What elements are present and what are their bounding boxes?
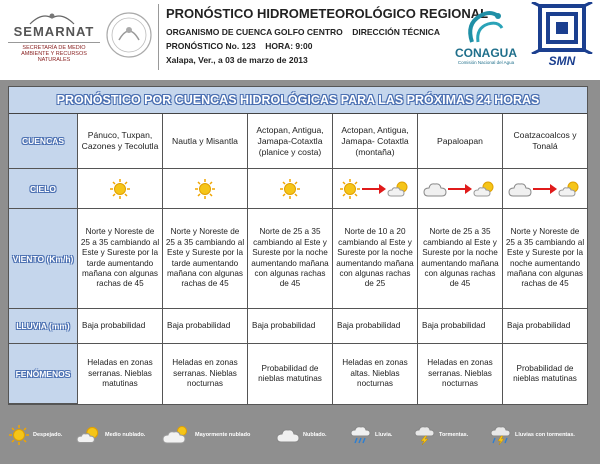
- conagua-emblem-icon: [450, 6, 522, 46]
- cloudy-icon: [423, 180, 447, 198]
- legend-item: [76, 420, 145, 450]
- legend-label: Medio nublado.: [105, 432, 146, 438]
- row-label-viento: VIENTO (Km/h): [9, 209, 78, 309]
- rain-storm-icon: [490, 424, 512, 446]
- forecast-hour: HORA: 9:00: [265, 41, 313, 51]
- row-label-fenomenos: FENÓMENOS: [9, 344, 78, 404]
- phenomena-cell: Heladas en zonas serranas. Nieblas nocturnas: [418, 344, 503, 404]
- forecast-date: Xalapa, Ver., a 03 de marzo de 2013: [166, 55, 308, 65]
- conagua-name: CONAGUA: [455, 46, 517, 60]
- partly-cloudy-icon: [473, 179, 497, 199]
- legend-label: Lluvias con tormentas.: [515, 432, 575, 438]
- legend-item: [8, 420, 62, 450]
- legend-item: [490, 420, 575, 450]
- legend: [0, 420, 600, 450]
- arrow-icon: [447, 183, 473, 195]
- wind-cell: Norte de 25 a 35 cambiando al Este y Sureste por la noche aumentando mañana con algunas rachas de 45: [248, 209, 333, 309]
- sun-icon: [194, 178, 216, 200]
- wind-cell: Norte de 25 a 35 cambiando al Este y Sureste por la noche aumentando mañana con algunas rachas de 45: [418, 209, 503, 309]
- organism-line: [166, 27, 440, 37]
- phenomena-cell: Heladas en zonas altas. Nieblas nocturnas: [333, 344, 418, 404]
- legend-label: Lluvia.: [375, 432, 393, 438]
- page-title: PRONÓSTICO HIDROMETEOROLÓGICO REGIONAL: [166, 6, 489, 21]
- forecast-line: [166, 41, 312, 51]
- sun-icon: [109, 178, 131, 200]
- organism-name: ORGANISMO DE CUENCA GOLFO CENTRO: [166, 27, 343, 37]
- phenomena-cell: Heladas en zonas serranas. Nieblas matutinas: [78, 344, 163, 404]
- table-title: PRONÓSTICO POR CUENCAS HIDROLÓGICAS PARA LAS PRÓXIMAS 24 HORAS: [9, 87, 587, 114]
- legend-item: [162, 420, 250, 450]
- cloudy-icon: [508, 180, 532, 198]
- wind-cell: Norte y Noreste de 25 a 35 cambiando al Este y Sureste por la noche aumentando mañana con algunas rachas de 45: [503, 209, 587, 309]
- row-label-cuencas: CUENCAS: [9, 114, 78, 169]
- row-label-lluvia: LLUVIA (mm): [9, 309, 78, 344]
- arrow-icon: [361, 183, 387, 195]
- partly-cloudy-icon: [387, 179, 411, 199]
- legend-label: Despejado.: [33, 432, 63, 438]
- legend-item: [276, 420, 327, 450]
- sky-cell: [248, 169, 333, 209]
- rain-cell: Baja probabilidad: [333, 309, 418, 344]
- semarnat-name: SEMARNAT: [13, 24, 95, 39]
- basin-name: Pánuco, Tuxpan, Cazones y Tecolutla: [78, 114, 163, 169]
- arrow-icon: [532, 183, 558, 195]
- row-label-cielo: CIELO: [9, 169, 78, 209]
- conagua-logo: [450, 6, 522, 70]
- conagua-subtitle: Comisión Nacional del Agua: [457, 60, 515, 65]
- wind-cell: Norte y Noreste de 25 a 35 cambiando al Este y Sureste por la tarde aumentando mañana con algunas rachas de 45: [163, 209, 248, 309]
- basin-name: Coatzacoalcos y Tonalá: [503, 114, 587, 169]
- semarnat-subtitle: SECRETARÍA DE MEDIO AMBIENTE Y RECURSOS NATURALES: [8, 42, 100, 63]
- semarnat-logo: [8, 10, 100, 63]
- rain-cell: Baja probabilidad: [248, 309, 333, 344]
- header-divider: [158, 4, 159, 70]
- partly-cloudy-icon: [558, 179, 582, 199]
- legend-item: [350, 420, 392, 450]
- basin-name: Nautla y Misantla: [163, 114, 248, 169]
- legend-label: Nublado.: [303, 432, 327, 438]
- direction-name: DIRECCIÓN TÉCNICA: [352, 27, 441, 37]
- sky-cell: [418, 169, 503, 209]
- legend-label: Tormentas.: [439, 432, 469, 438]
- wind-cell: Norte y Noreste de 25 a 35 cambiando al Este y Sureste por la tarde aumentando mañana con algunas rachas de 45: [78, 209, 163, 309]
- wind-cell: Norte de 10 a 20 cambiando al Este y Sureste por la noche aumentando mañana con algunas rachas de 25: [333, 209, 418, 309]
- smn-name: SMN: [548, 54, 576, 68]
- phenomena-cell: Probabilidad de nieblas matutinas: [513, 363, 577, 383]
- page-header: [0, 0, 600, 76]
- rain-cell: Baja probabilidad: [163, 309, 248, 344]
- legend-item: [414, 420, 468, 450]
- basin-name: Actopan, Antigua, Jamapa-Cotaxtla (planice y costa): [248, 114, 333, 169]
- rain-cell: Baja probabilidad: [503, 309, 587, 344]
- mostly-cloudy-icon: [162, 424, 192, 446]
- smn-emblem-icon: [526, 2, 598, 54]
- rain-icon: [350, 424, 372, 446]
- partly-cloudy-icon: [76, 424, 102, 446]
- cloudy-icon: [276, 426, 300, 444]
- basin-name: Actopan, Antigua, Jamapa- Cotaxtla (montaña): [333, 114, 418, 169]
- national-seal-icon: [104, 10, 154, 60]
- legend-label: Mayormente nublado: [195, 432, 251, 438]
- sky-cell: [333, 169, 418, 209]
- smn-logo: [526, 2, 598, 72]
- basin-name: Papaloapan: [418, 114, 503, 169]
- forecast-table: [8, 86, 588, 405]
- sky-cell: [503, 169, 587, 209]
- sun-icon: [8, 424, 30, 446]
- sky-cell: [78, 169, 163, 209]
- phenomena-cell: Probabilidad de nieblas matutinas: [248, 344, 333, 404]
- rain-cell: Baja probabilidad: [78, 309, 163, 344]
- storm-icon: [414, 424, 436, 446]
- forecast-number: PRONÓSTICO No. 123: [166, 41, 256, 51]
- sun-icon: [339, 178, 361, 200]
- phenomena-cell: Heladas en zonas serranas. Nieblas nocturnas: [163, 344, 248, 404]
- sky-cell: [163, 169, 248, 209]
- rain-cell: Baja probabilidad: [418, 309, 503, 344]
- sun-icon: [279, 178, 301, 200]
